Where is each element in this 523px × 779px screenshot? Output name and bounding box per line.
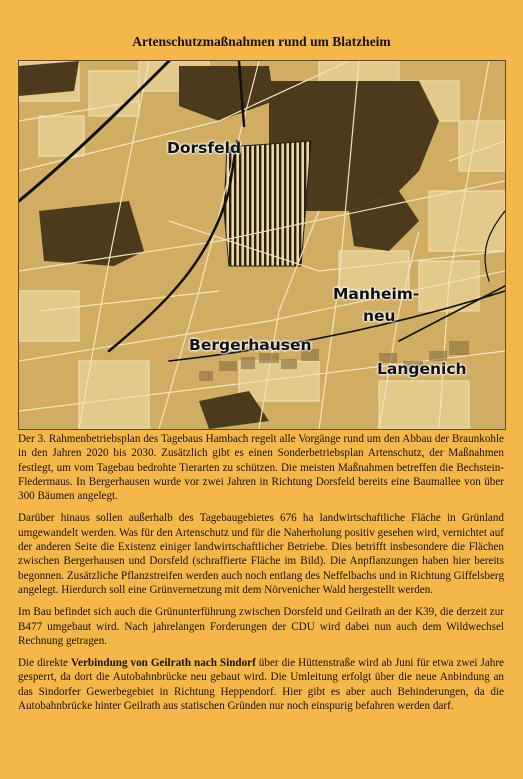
map-image — [18, 60, 506, 430]
hatched-planting-area — [224, 141, 311, 266]
paragraph-4-rest: über die Hüttenstraße wird ab Juni für etwa zwei Jahre gesperrt, da dort die Autobahnbrücke neu gebaut wird. Die Umleitung erfolgt über die neue Anbindung an das Sindorfer Gewerbegebiet in Richtung Heppendorf. Hier gibt es aber auch Behinderungen, da die Autobahnbrücke hinter Geilrath aus statischen Gründen nur noch einspurig befahren werden darf. — [18, 657, 504, 713]
paragraph-4 — [18, 656, 504, 713]
paragraph-4-highlight: Verbindung von Geilrath nach Sindorf — [70, 657, 256, 670]
map-label-langenich: Langenich — [377, 360, 467, 378]
paragraph-1: Der 3. Rahmenbetriebsplan des Tagebaus Hambach regelt alle Vorgänge rund um den Abbau der Braunkohle in den Jahren 2020 bis 2030. Zusätzlich gibt es einen Sonderbetriebsplan Artenschutz, der Maßnahmen festlegt, um vom Tagebau bedrohte Tierarten zu schützen. Die meisten Maßnahmen betreffen die Bechstein-Fledermaus. In Bergerhausen wurde vor zwei Jahren in Richtung Dorsfeld bereits eine Baumallee von über 300 Bäumen angelegt. — [18, 433, 504, 503]
map-label-dorsfeld: Dorsfeld — [167, 139, 242, 157]
paragraph-4-prefix: Die direkte — [18, 657, 71, 670]
article-body — [18, 432, 504, 721]
map-label-manheim-line2: neu — [363, 307, 396, 325]
paragraph-3: Im Bau befindet sich auch die Grünunterführung zwischen Dorsfeld und Geilrath an der K39, die derzeit zur B477 umgebaut wird. Nach jahrelangen Forderungen der CDU wird dabei nun auch dem Wildwechsel Rechnung getragen. — [18, 606, 504, 647]
paragraph-2: Darüber hinaus sollen außerhalb des Tagebaugebietes 676 ha landwirtschaftliche Fläche in Grünland umgewandelt werden. Was für den Artenschutz und für die Naherholung positiv gesehen wird, vernichtet auf der anderen Seite die Existenz einiger landwirtschaftlicher Betriebe. Dies betrifft insbesondere die Flächen zwischen Bergerhausen und Dorsfeld (schraffierte Fläche im Bild). Die Anpflanzungen haben hier bereits begonnen. Zusätzliche Pflanzstreifen werden auch noch entlang des Neffelbachs und in Richtung Giffelsberg angelegt. Hierdurch soll eine Grünvernetzung mit dem Nörvenicher Wald hergestellt werden. — [18, 512, 505, 596]
map-label-manheim-neu — [333, 283, 419, 327]
map-label-bergerhausen: Bergerhausen — [189, 336, 312, 354]
page-title: Artenschutzmaßnahmen rund um Blatzheim — [132, 34, 391, 49]
map-label-manheim-line1: Manheim- — [333, 285, 420, 303]
